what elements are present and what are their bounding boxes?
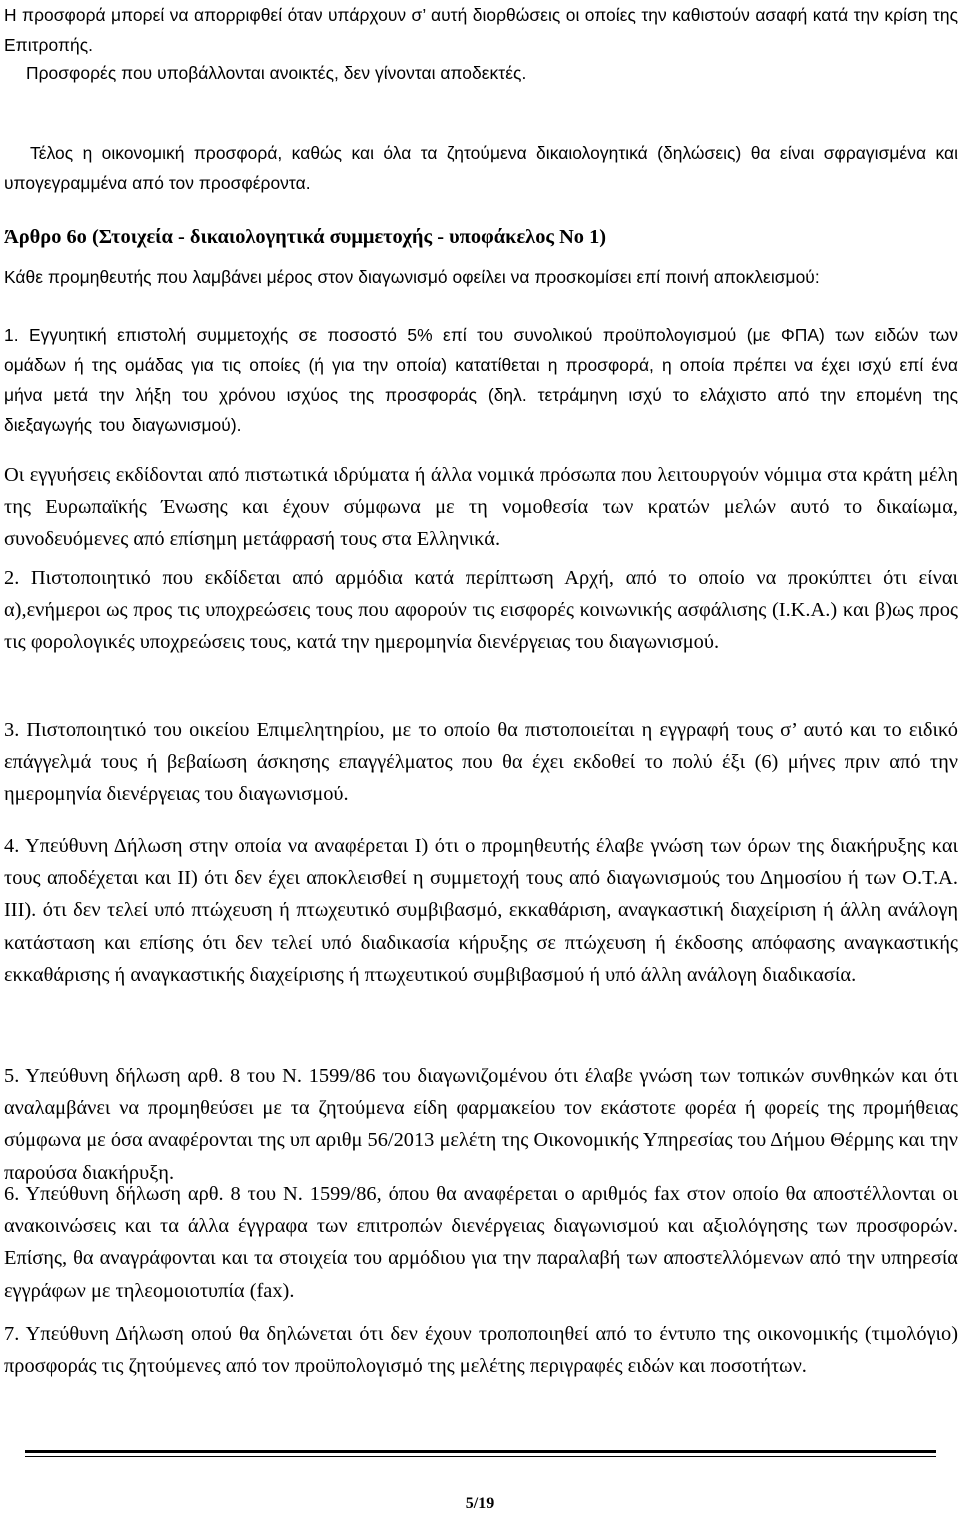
list-item-2: 2. Πιστοποιητικό που εκδίδεται από αρμόδια κατά περίπτωση Αρχή, από το οποίο να προκύπτει ότι είναι α),ενήμεροι ως προς τις υποχρεώσεις τους που αφορούν τις εισφορές κοινωνικής ασφάλισης (Ι.Κ.Α.) και β)ως προς τις φορολογικές υποχρεώσεις τους, κατά την ημερομηνία διενέργειας του διαγωνισμού. — [4, 567, 958, 654]
intro-paragraph-sealed: Τέλος η οικονομική προσφορά, καθώς και όλα τα ζητούμενα δικαιολογητικά (δηλώσεις) θα είναι σφραγισμένα και υπογεγραμμένα από τον προσφέροντα. — [4, 143, 958, 193]
intro-paragraph-rejection: Η προσφορά μπορεί να απορριφθεί όταν υπάρχουν σ’ αυτή διορθώσεις οι οποίες την καθιστούν ασαφή κατά την κρίση της Επιτροπής. — [4, 5, 958, 55]
list-item-6: 6. Υπεύθυνη δήλωση αρθ. 8 του Ν. 1599/86, όπου θα αναφέρεται ο αριθμός fax στον οποίο θα αποστέλλονται οι ανακοινώσεις και τα άλλα έγγραφα των επιτροπών διενέργειας διαγωνισμού και αξιολόγησης των προσφορών. Επίσης, θα αναγράφονται και τα στοιχεία του αρμόδιου για την παραλαβή των αποστελλόμενων από την υπηρεσία εγγράφων με τηλεομοιοτυπία (fax). — [4, 1183, 958, 1302]
lead-paragraph: Κάθε προμηθευτής που λαμβάνει μέρος στον διαγωνισμό οφείλει να προσκομίσει επί ποινή αποκλεισμού: — [4, 267, 820, 287]
article-heading: Άρθρο 6ο (Στοιχεία - δικαιολογητικά συμμετοχής - υποφάκελος Νο 1) — [4, 226, 607, 248]
footer-divider — [25, 1450, 936, 1457]
guarantees-paragraph: Οι εγγυήσεις εκδίδονται από πιστωτικά ιδρύματα ή άλλα νομικά πρόσωπα που λειτουργούν νόμιμα στα κράτη μέλη της Ευρωπαϊκής Ένωσης και έχουν σύμφωνα με τη νομοθεσία των κρατών μελών αυτό το δικαίωμα, συνοδευόμενες από επίσημη μετάφρασή τους στα Ελληνικά. — [4, 464, 958, 551]
list-item-5: 5. Υπεύθυνη δήλωση αρθ. 8 του Ν. 1599/86 του διαγωνιζομένου ότι έλαβε γνώση των τοπικών συνθηκών και ότι αναλαμβάνει να προμηθεύσει με τα ζητούμενα είδη φαρμακείου τον εκάστοτε φορέα ή φορείς της προμήθειας σύμφωνα με όσα αναφέρονται της υπ αριθμ 56/2013 μελέτη της Οικονομικής Υπηρεσίας του Δήμου Θέρμης και την παρούσα διακήρυξη. — [4, 1065, 958, 1184]
list-item-7: 7. Υπεύθυνη Δήλωση οπού θα δηλώνεται ότι δεν έχουν τροποποιηθεί από το έντυπο της οικονομικής (τιμολόγιο) προσφοράς τις ζητούμενες από τον προϋπολογισμό της μελέτης περιγραφές ειδών και ποσοτήτων. — [4, 1323, 958, 1378]
page-number: 5/19 — [465, 1495, 495, 1512]
list-item-1: 1. Εγγυητική επιστολή συμμετοχής σε ποσοστό 5% επί του συνολικού προϋπολογισμού (με ΦΠΑ) των ειδών των ομάδων ή της ομάδας για τις οποίες (ή για την οποία) κατατίθεται η προσφορά, η οποία πρέπει να έχει ισχύ επί ένα μήνα μετά την λήξη του χρόνου ισχύος της προσφοράς (δηλ. τετράμηνη ισχύ το ελάχιστο από την επομένη της διεξαγωγής του διαγωνισμού). — [4, 325, 958, 435]
list-item-4: 4. Υπεύθυνη Δήλωση στην οποία να αναφέρεται Ι) ότι ο προμηθευτής έλαβε γνώση των όρων της διακήρυξης και τους αποδέχεται και ΙΙ) ότι δεν έχει αποκλεισθεί η συμμετοχή τους από διαγωνισμούς του Δημοσίου ή των Ο.Τ.Α. ΙΙΙ). ότι δεν τελεί υπό πτώχευση ή πτωχευτικό συμβιβασμό, εκκαθάριση, αναγκαστική διαχείριση ή άλλη ανάλογη κατάσταση και επίσης ότι δεν τελεί υπό διαδικασία κήρυξης σε πτώχευση ή έκδοσης απόφασης αναγκαστικής εκκαθάρισης ή αναγκαστικής διαχείρισης ή πτωχευτικού συμβιβασμού ή υπό άλλη ανάλογη διαδικασία. — [4, 835, 958, 986]
intro-paragraph-open-offers: Προσφορές που υποβάλλονται ανοικτές, δεν γίνονται αποδεκτές. — [26, 63, 527, 83]
list-item-3: 3. Πιστοποιητικό του οικείου Επιμελητηρίου, με το οποίο θα πιστοποιείται η εγγραφή τους σ’ αυτό και το ειδικό επάγγελμά τους ή βεβαίωση άσκησης επαγγέλματος που θα έχει εκδοθεί το πολύ έξι (6) μήνες πριν από την ημερομηνία διενέργειας του διαγωνισμού. — [4, 719, 958, 806]
